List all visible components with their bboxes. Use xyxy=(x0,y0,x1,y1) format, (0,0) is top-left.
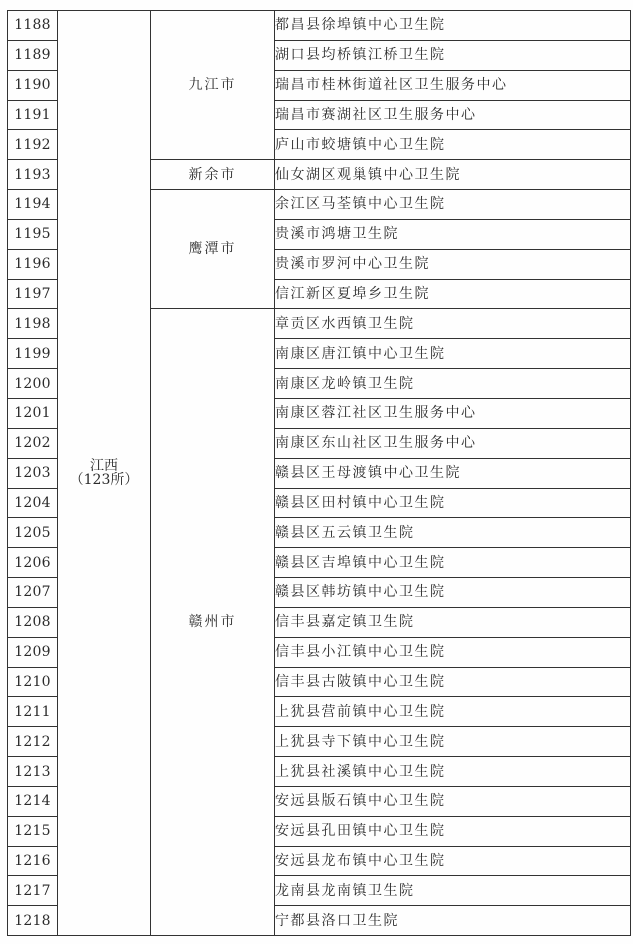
institution-name: 安远县龙布镇中心卫生院 xyxy=(275,846,631,876)
institution-name: 瑞昌市桂林街道社区卫生服务中心 xyxy=(275,70,631,100)
row-number: 1210 xyxy=(8,667,58,697)
row-number: 1195 xyxy=(8,219,58,249)
province-name: 江西 xyxy=(90,458,118,475)
table-body xyxy=(8,11,631,936)
institution-name: 南康区唐江镇中心卫生院 xyxy=(275,339,631,369)
institution-name: 南康区龙岭镇卫生院 xyxy=(275,369,631,399)
institution-name: 贵溪市鸿塘卫生院 xyxy=(275,219,631,249)
institution-name: 瑞昌市赛湖社区卫生服务中心 xyxy=(275,100,631,130)
province-cell xyxy=(58,11,151,936)
institution-name: 南康区东山社区卫生服务中心 xyxy=(275,428,631,458)
city-cell: 九江市 xyxy=(151,11,275,160)
institution-name: 上犹县寺下镇中心卫生院 xyxy=(275,727,631,757)
row-number: 1205 xyxy=(8,518,58,548)
row-number: 1196 xyxy=(8,249,58,279)
row-number: 1208 xyxy=(8,607,58,637)
institution-name: 龙南县龙南镇卫生院 xyxy=(275,876,631,906)
row-number: 1192 xyxy=(8,130,58,160)
row-number: 1215 xyxy=(8,816,58,846)
institution-name: 信江新区夏埠乡卫生院 xyxy=(275,279,631,309)
row-number: 1193 xyxy=(8,160,58,190)
institution-name: 赣县区王母渡镇中心卫生院 xyxy=(275,458,631,488)
row-number: 1203 xyxy=(8,458,58,488)
institution-name: 安远县版石镇中心卫生院 xyxy=(275,786,631,816)
institution-table xyxy=(7,10,631,936)
institution-name: 余江区马荃镇中心卫生院 xyxy=(275,190,631,220)
institution-name: 安远县孔田镇中心卫生院 xyxy=(275,816,631,846)
city-cell: 赣州市 xyxy=(151,309,275,936)
row-number: 1197 xyxy=(8,279,58,309)
row-number: 1200 xyxy=(8,369,58,399)
institution-name: 信丰县小江镇中心卫生院 xyxy=(275,637,631,667)
institution-name: 宁都县洛口卫生院 xyxy=(275,906,631,936)
row-number: 1214 xyxy=(8,786,58,816)
city-cell: 鹰潭市 xyxy=(151,190,275,309)
institution-name: 上犹县营前镇中心卫生院 xyxy=(275,697,631,727)
institution-name: 赣县区田村镇中心卫生院 xyxy=(275,488,631,518)
row-number: 1209 xyxy=(8,637,58,667)
row-number: 1199 xyxy=(8,339,58,369)
row-number: 1216 xyxy=(8,846,58,876)
row-number: 1211 xyxy=(8,697,58,727)
row-number: 1198 xyxy=(8,309,58,339)
table-row xyxy=(8,11,631,41)
institution-name: 南康区蓉江社区卫生服务中心 xyxy=(275,398,631,428)
row-number: 1207 xyxy=(8,578,58,608)
row-number: 1212 xyxy=(8,727,58,757)
institution-name: 章贡区水西镇卫生院 xyxy=(275,309,631,339)
institution-name: 仙女湖区观巢镇中心卫生院 xyxy=(275,160,631,190)
row-number: 1217 xyxy=(8,876,58,906)
institution-name: 庐山市蛟塘镇中心卫生院 xyxy=(275,130,631,160)
row-number: 1202 xyxy=(8,428,58,458)
row-number: 1189 xyxy=(8,40,58,70)
institution-name: 上犹县社溪镇中心卫生院 xyxy=(275,757,631,787)
institution-name: 信丰县嘉定镇卫生院 xyxy=(275,607,631,637)
row-number: 1213 xyxy=(8,757,58,787)
row-number: 1201 xyxy=(8,398,58,428)
row-number: 1191 xyxy=(8,100,58,130)
city-cell: 新余市 xyxy=(151,160,275,190)
row-number: 1206 xyxy=(8,548,58,578)
institution-name: 信丰县古陂镇中心卫生院 xyxy=(275,667,631,697)
row-number: 1204 xyxy=(8,488,58,518)
institution-name: 赣县区五云镇卫生院 xyxy=(275,518,631,548)
row-number: 1194 xyxy=(8,190,58,220)
institution-name: 赣县区吉埠镇中心卫生院 xyxy=(275,548,631,578)
institution-name: 贵溪市罗河中心卫生院 xyxy=(275,249,631,279)
row-number: 1190 xyxy=(8,70,58,100)
row-number: 1218 xyxy=(8,906,58,936)
row-number: 1188 xyxy=(8,11,58,41)
institution-name: 都昌县徐埠镇中心卫生院 xyxy=(275,11,631,41)
institution-name: 湖口县均桥镇江桥卫生院 xyxy=(275,40,631,70)
province-count: （123所） xyxy=(69,472,139,489)
institution-name: 赣县区韩坊镇中心卫生院 xyxy=(275,578,631,608)
